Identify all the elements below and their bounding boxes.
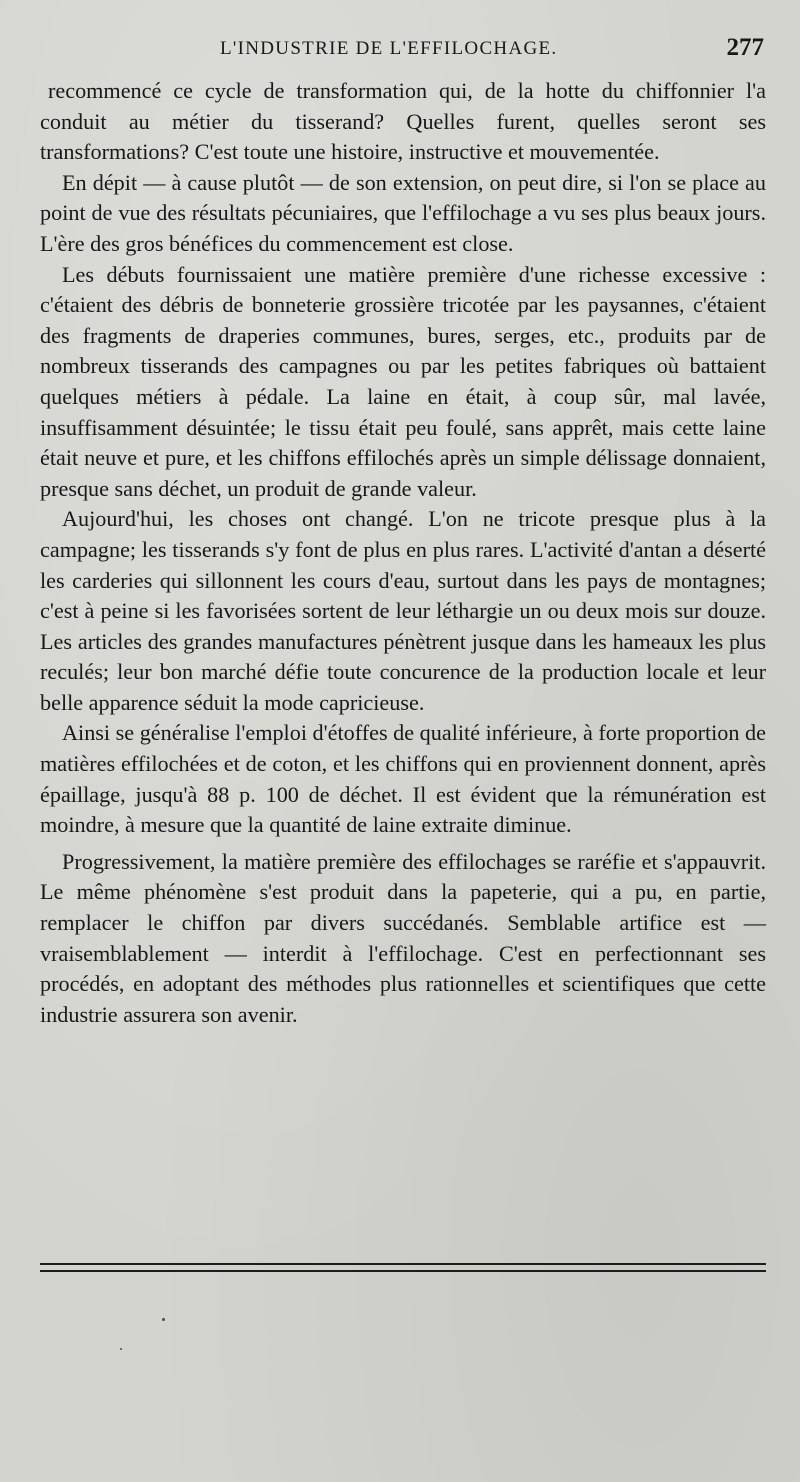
paper-speck [162, 1318, 165, 1321]
paragraph: Progressivement, la matière première des effilochages se raréfie et s'appauvrit. Le même phénomène s'est produit dans la papeterie, qui a pu, en partie, remplacer le chiffon par divers succédanés. Semblable artifice est — vraisemblablement — interdit à l'effilochage. C'est en perfectionnant ses procédés, en adoptant des méthodes plus rationnelles et scientifiques que cette industrie assurera son avenir. [40, 848, 766, 1027]
paragraph-continuation: recommencé ce cycle de transformation qui, de la hotte du chiffonnier l'a conduit au métier du tisserand? Quelles furent, quelles seront ses transformations? C'est toute une histoire, instructive et mouvementée. [40, 78, 766, 165]
paragraph: Ainsi se généralise l'emploi d'étoffes de qualité inférieure, à forte proportion de matières effilochées et de coton, et les chiffons qui en proviennent donnent, après épaillage, jusqu'à 88 p. 100 de déchet. Il est évident que la rémunération est moindre, à mesure que la quantité de laine extraite diminue. [40, 720, 766, 838]
body-text [40, 76, 766, 1030]
page-number: 277 [726, 34, 764, 61]
paragraph: Les débuts fournissaient une matière première d'une richesse excessive : c'étaient des débris de bonneterie grossière tricotée par les paysannes, c'étaient des fragments de draperies communes, bures, serges, etc., produits par de nombreux tisserands des campagnes ou par les petites fabriques où battaient quelques métiers à pédale. La laine en était, à coup sûr, mal lavée, insuffisamment désuintée; le tissu était peu foulé, sans apprêt, mais cette laine était neuve et pure, et les chiffons effilochés après un simple délissage donnaient, presque sans déchet, un produit de grande valeur. [40, 261, 766, 501]
paragraph: Aujourd'hui, les choses ont changé. L'on ne tricote presque plus à la campagne; les tisserands s'y font de plus en plus rares. L'activité d'antan a déserté les carderies qui sillonnent les cours d'eau, surtout dans les pays de montagnes; c'est à peine si les favorisées sortent de leur léthargie un ou deux mois sur douze. Les articles des grandes manufactures pénètrent jusque dans les hameaux les plus reculés; leur bon marché défie toute concurence de la production locale et leur belle apparence séduit la mode capricieuse. [40, 506, 766, 715]
paragraph: En dépit — à cause plutôt — de son extension, on peut dire, si l'on se place au point de vue des résultats pécuniaires, que l'effilochage a vu ses plus beaux jours. L'ère des gros bénéfices du commencement est close. [40, 169, 766, 256]
closing-rule-lower [40, 1270, 766, 1272]
running-header [40, 34, 770, 64]
running-title: L'INDUSTRIE DE L'EFFILOCHAGE. [220, 38, 558, 59]
paper-speck [120, 1348, 122, 1350]
closing-rule-upper [40, 1263, 766, 1265]
